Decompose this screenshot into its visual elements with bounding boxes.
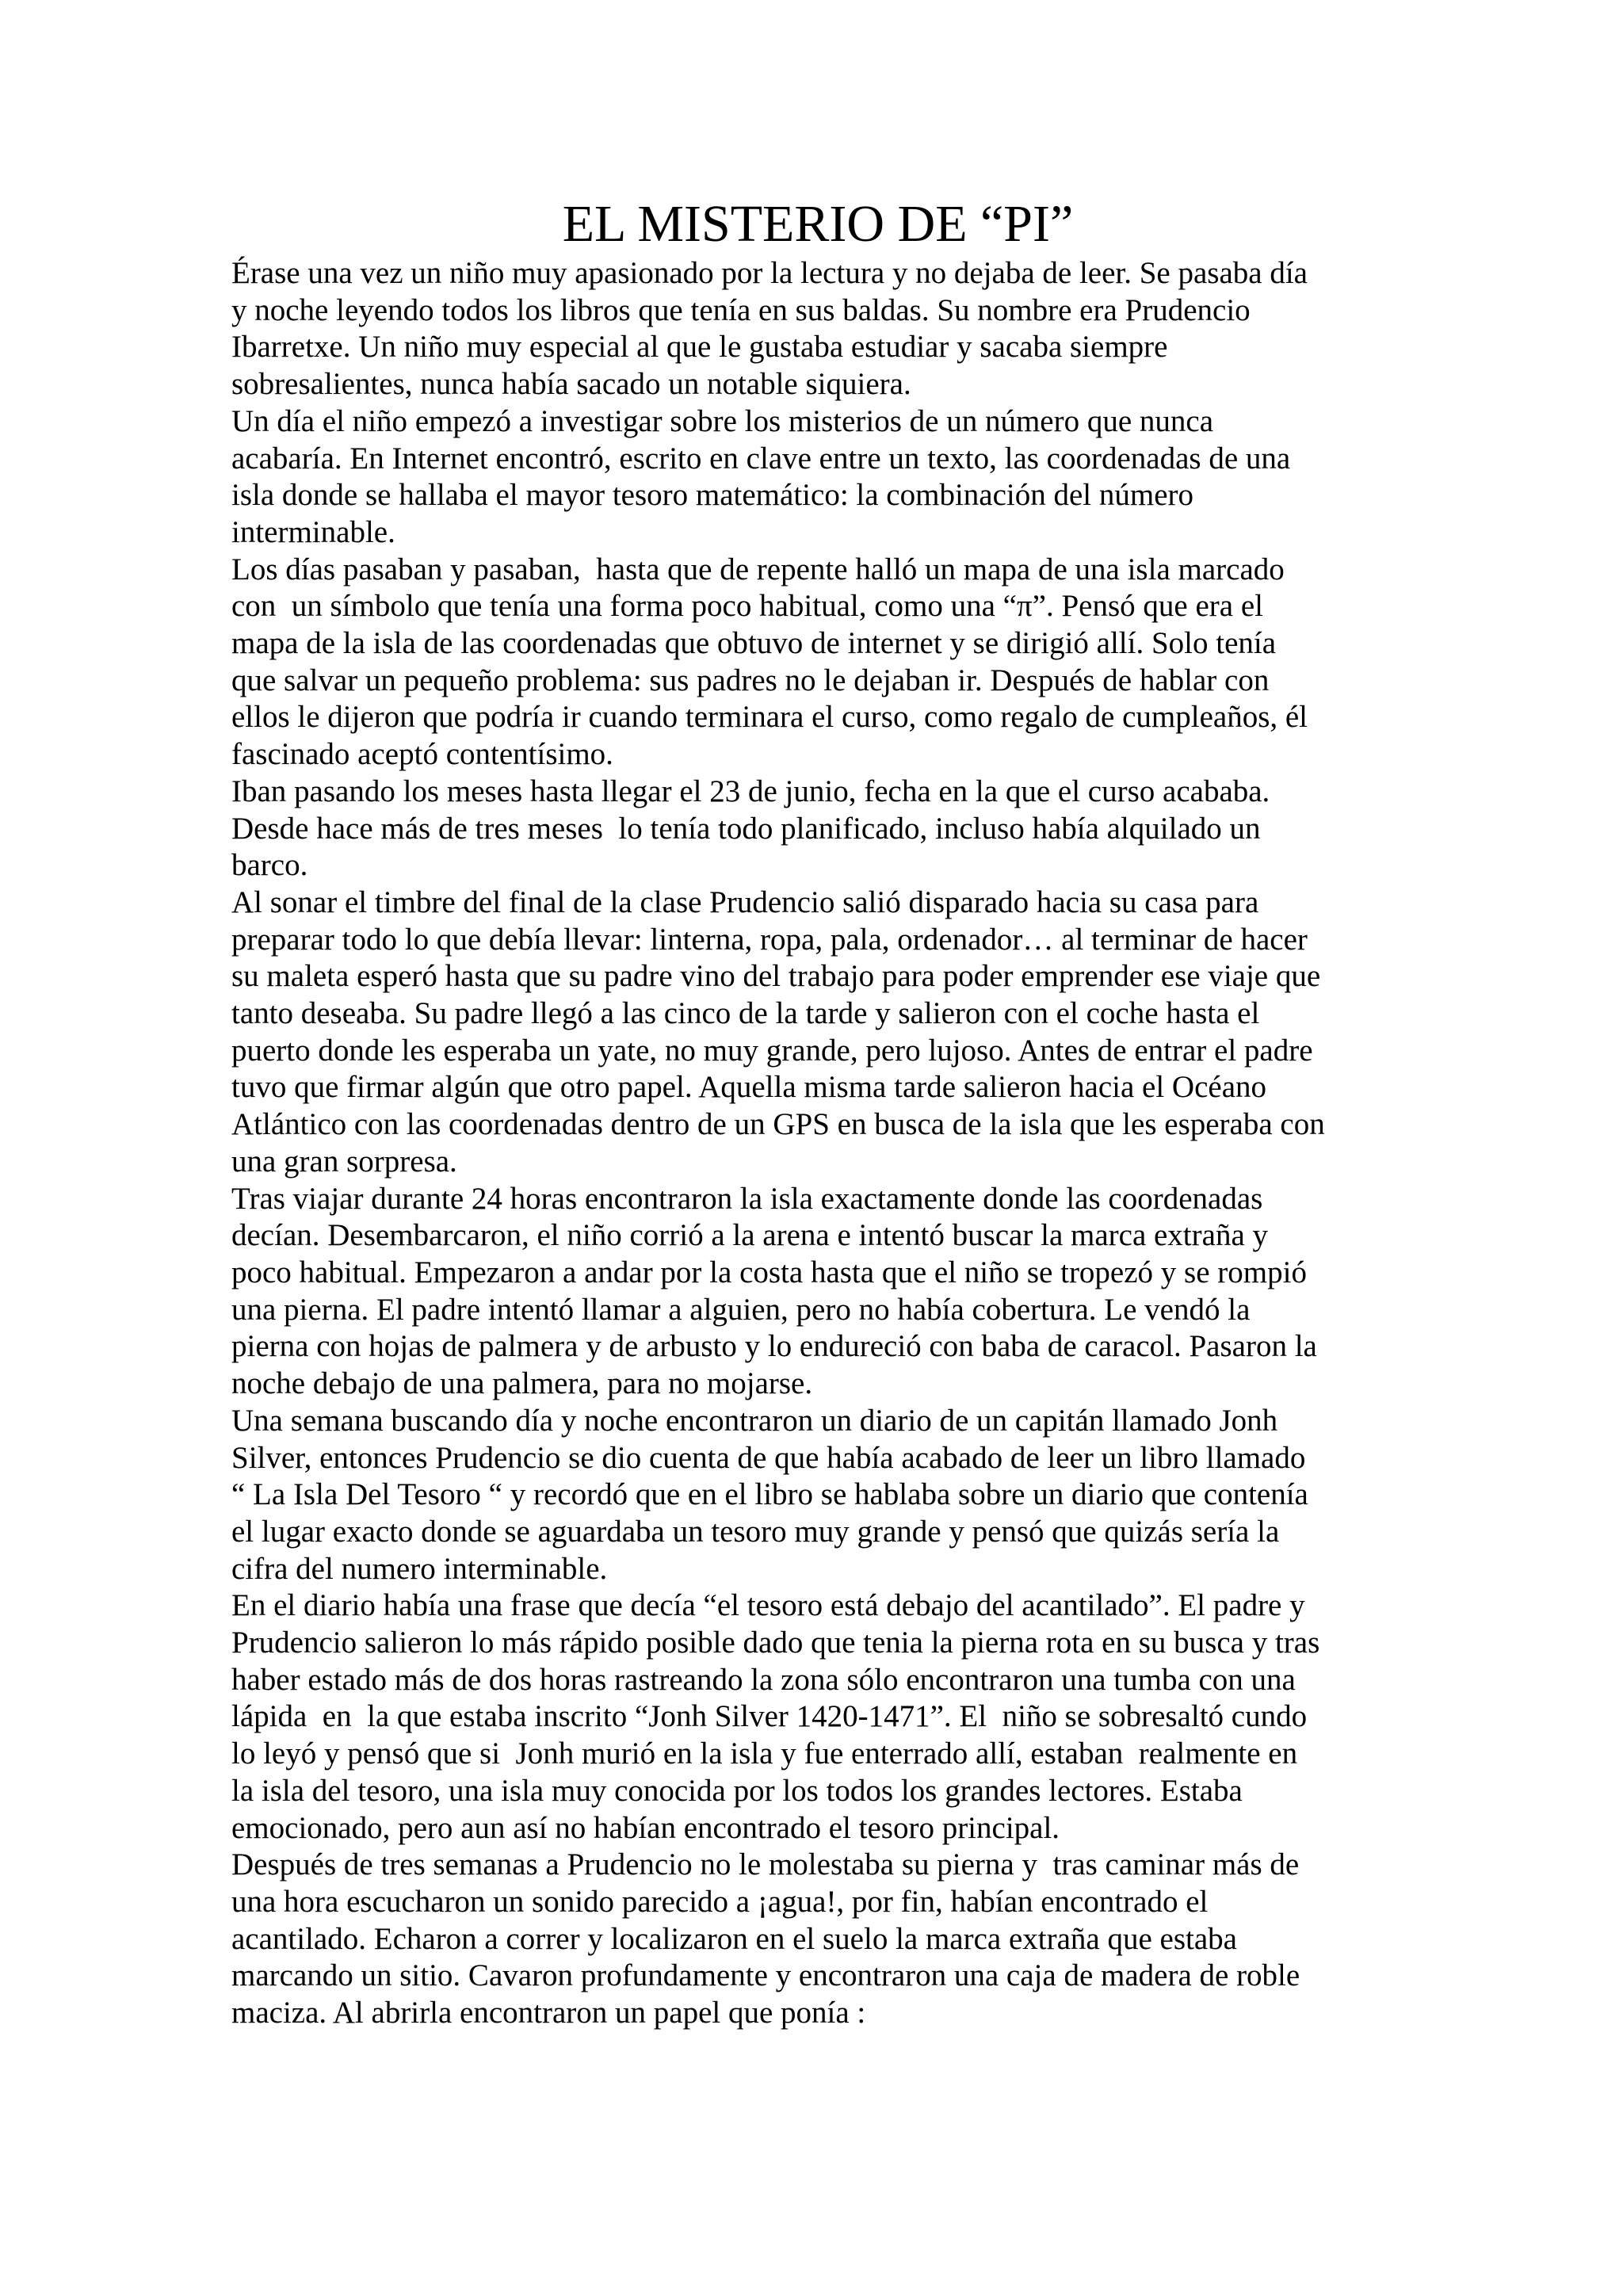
paragraph-3: Los días pasaban y pasaban, hasta que de repente halló un mapa de una isla marcado con un símbolo que tenía una forma poco habitual, como una “π”. Pensó que era el mapa de la isla de las coordenadas que obtuvo de internet y se dirigió allí. Solo tenía que salvar un pequeño problema: sus padres no le dejaban ir. Después de hablar con ellos le dijeron que podría ir cuando terminara el curso, como regalo de cumpleaños, él fascinado aceptó contentísimo. [231,552,1308,772]
document-title: EL MISTERIO DE “PI” [562,195,1074,253]
paragraph-2: Un día el niño empezó a investigar sobre los misterios de un número que nunca acabaría. En Internet encontró, escrito en clave entre un texto, las coordenadas de una isla donde se hallaba el mayor tesoro matemático: la combinación del número interminable. [231,403,1291,549]
paragraph-6: Tras viajar durante 24 horas encontraron la isla exactamente donde las coordenadas decían. Desembarcaron, el niño corrió a la arena e intentó buscar la marca extraña y poco habitual. Empezaron a andar por la costa hasta que el niño se tropezó y se rompió una pierna. El padre intentó llamar a alguien, pero no había cobertura. Le vendó la pierna con hojas de palmera y de arbusto y lo endureció con baba de caracol. Pasaron la noche debajo de una palmera, para no mojarse. [231,1181,1317,1401]
paragraph-4: Iban pasando los meses hasta llegar el 23 de junio, fecha en la que el curso acababa. Desde hace más de tres meses lo tenía todo planificado, incluso había alquilado un barco. [231,774,1270,883]
paragraph-8: En el diario había una frase que decía “el tesoro está debajo del acantilado”. El padre y Prudencio salieron lo más rápido posible dado que tenia la pierna rota en su busca y tras haber estado más de dos horas rastreando la zona sólo encontraron una tumba con una lápida en la que estaba inscrito “Jonh Silver 1420-1471”. El niño se sobresaltó cundo lo leyó y pensó que si Jonh murió en la isla y fue enterrado allí, estaban realmente en la isla del tesoro, una isla muy conocida por los todos los grandes lectores. Estaba emocionado, pero aun así no habían encontrado el tesoro principal. [231,1588,1320,1845]
paragraph-5: Al sonar el timbre del final de la clase Prudencio salió disparado hacia su casa para preparar todo lo que debía llevar: linterna, ropa, pala, ordenador… al terminar de hacer su maleta esperó hasta que su padre vino del trabajo para poder emprender ese viaje que tanto deseaba. Su padre llegó a las cinco de la tarde y salieron con el coche hasta el puerto donde les esperaba un yate, no muy grande, pero lujoso. Antes de entrar el padre tuvo que firmar algún que otro papel. Aquella misma tarde salieron hacia el Océano Atlántico con las coordenadas dentro de un GPS en busca de la isla que les esperaba con una gran sorpresa. [231,884,1325,1179]
paragraph-1: Érase una vez un niño muy apasionado por la lectura y no dejaba de leer. Se pasaba día y noche leyendo todos los libros que tenía en sus baldas. Su nombre era Prudencio Ibarretxe. Un niño muy especial al que le gustaba estudiar y sacaba siempre sobresalientes, nunca había sacado un notable siquiera. [231,256,1308,402]
paragraph-9: Después de tres semanas a Prudencio no le molestaba su pierna y tras caminar más de una hora escucharon un sonido parecido a ¡agua!, por fin, habían encontrado el acantilado. Echaron a correr y localizaron en el suelo la marca extraña que estaba marcando un sitio. Cavaron profundamente y encontraron una caja de madera de roble maciza. Al abrirla encontraron un papel que ponía : [231,1847,1300,2030]
document-body [231,255,1404,2032]
paragraph-7: Una semana buscando día y noche encontraron un diario de un capitán llamado Jonh Silver, entonces Prudencio se dio cuenta de que había acabado de leer un libro llamado “ La Isla Del Tesoro “ y recordó que en el libro se hablaba sobre un diario que contenía el lugar exacto donde se aguardaba un tesoro muy grande y pensó que quizás sería la cifra del numero interminable. [231,1403,1308,1586]
